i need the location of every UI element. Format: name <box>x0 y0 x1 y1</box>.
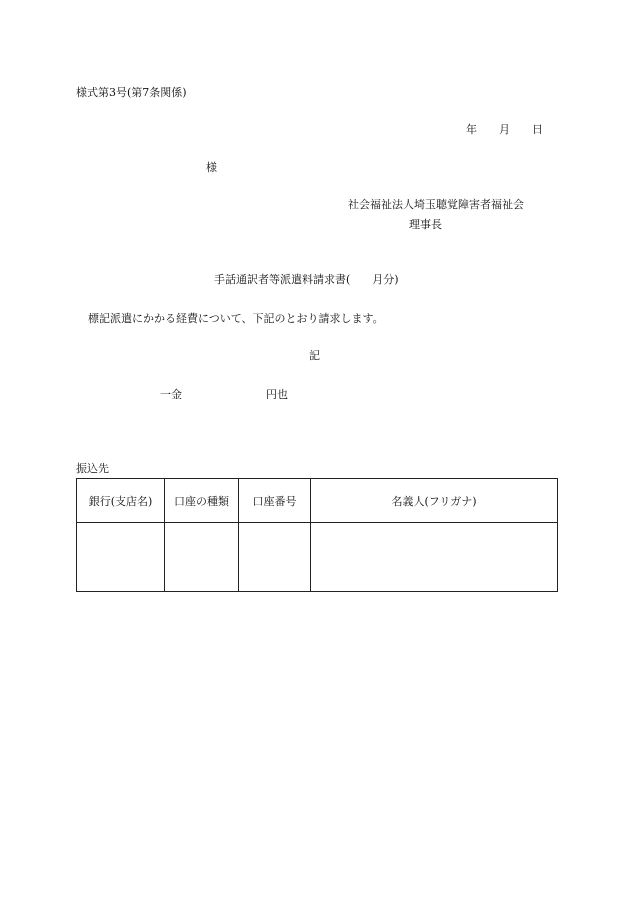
organization-title: 理事長 <box>409 218 442 231</box>
document-title: 手話通訳者等派遣料請求書( 月分) <box>214 273 399 286</box>
account-type-cell <box>165 523 239 592</box>
bank-transfer-heading: 振込先 <box>76 462 109 475</box>
account-number-cell <box>239 523 311 592</box>
column-header-account-holder: 名義人(フリガナ) <box>311 479 558 523</box>
account-holder-cell <box>311 523 558 592</box>
column-header-account-number: 口座番号 <box>239 479 311 523</box>
table-row <box>77 523 558 592</box>
addressee-suffix: 様 <box>206 161 217 174</box>
table-header-row <box>77 479 558 523</box>
amount-suffix: 円也 <box>266 388 288 401</box>
ki-label: 記 <box>309 349 320 362</box>
body-text: 標記派遣にかかる経費について、下記のとおり請求します。 <box>88 312 384 325</box>
organization-name: 社会福祉法人埼玉聴覚障害者福祉会 <box>348 198 524 211</box>
form-number: 様式第3号(第7条関係) <box>76 86 187 99</box>
bank-branch-cell <box>77 523 165 592</box>
column-header-bank-branch: 銀行(支店名) <box>77 479 165 523</box>
column-header-account-type: 口座の種類 <box>165 479 239 523</box>
amount-prefix: 一金 <box>160 388 182 401</box>
date-line: 年 月 日 <box>466 123 543 136</box>
bank-transfer-table <box>76 478 558 592</box>
